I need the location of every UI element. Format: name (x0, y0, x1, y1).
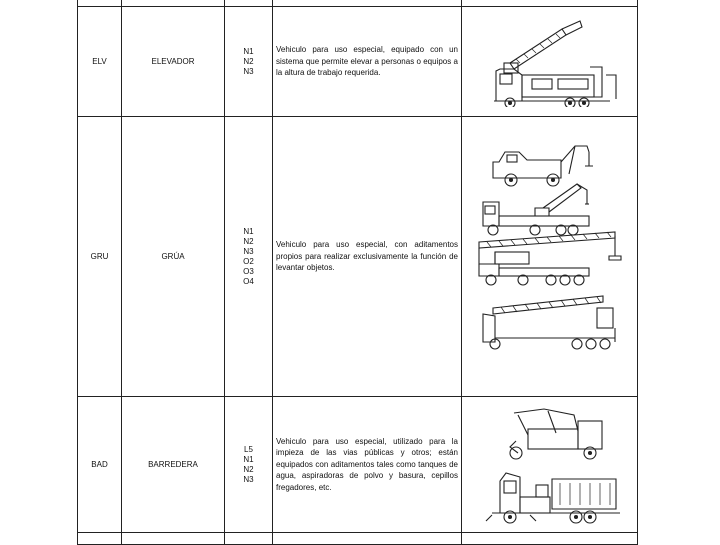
category: N1 (243, 226, 254, 236)
vehicle-description: Vehiculo para uso especial, con aditamentos propios para realizar exclusivamente la función de levantar objetos. (273, 117, 462, 397)
category: N3 (243, 246, 254, 256)
category: O4 (243, 276, 254, 286)
vehicle-name: BARREDERA (122, 397, 225, 533)
vehicle-name: GRÚA (122, 117, 225, 397)
category: N1 (243, 46, 254, 56)
category: L5 (244, 444, 253, 454)
category: N3 (243, 66, 254, 76)
vehicle-table (77, 0, 638, 545)
table-row (78, 397, 638, 533)
table-row (78, 117, 638, 397)
vehicle-description: Vehiculo para uso especial, utilizado para la impieza de las vias públicas y otros; están equipados con aditamentos tales como tanques de agua, aspiradoras de polvo y basura, cepillos fregadores, etc. (273, 397, 462, 533)
table-row (78, 7, 638, 117)
vehicle-code: ELV (78, 7, 122, 117)
category: O2 (243, 256, 254, 266)
category: N2 (243, 464, 254, 474)
category: N1 (243, 454, 254, 464)
category: O3 (243, 266, 254, 276)
vehicle-categories (225, 7, 273, 117)
vehicle-name: ELEVADOR (122, 7, 225, 117)
street-sweeper-icon (462, 397, 638, 533)
category: N3 (243, 474, 254, 484)
category: N2 (243, 236, 254, 246)
vehicle-code: BAD (78, 397, 122, 533)
vehicle-categories (225, 397, 273, 533)
vehicle-categories (225, 117, 273, 397)
category: N2 (243, 56, 254, 66)
table-row-bottom (78, 533, 638, 545)
vehicle-code: GRU (78, 117, 122, 397)
aerial-lift-truck-icon (462, 7, 638, 117)
vehicle-description: Vehiculo para uso especial, equipado con un sistema que permite elevar a personas o equipos a la altura de trabajo requerida. (273, 7, 462, 117)
crane-trucks-icon (462, 117, 638, 397)
